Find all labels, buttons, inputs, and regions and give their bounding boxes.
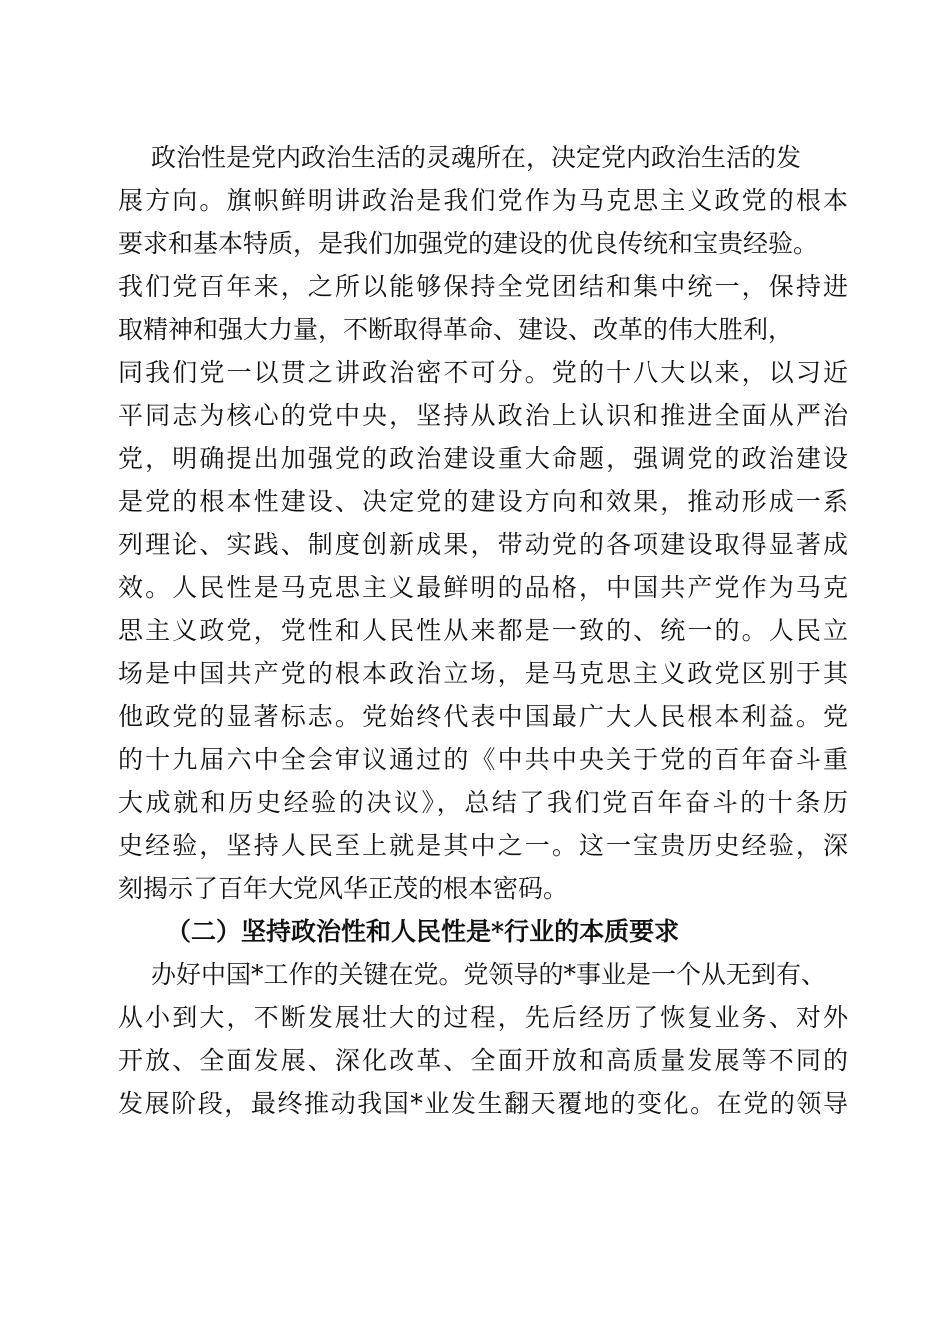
paragraph-line: 开放、全面发展、深化改革、全面开放和高质量发展等不同的 — [118, 1046, 848, 1075]
paragraph-line: 平同志为核心的党中央，坚持从政治上认识和推进全面从严治 — [118, 401, 848, 430]
paragraph-line: 场是中国共产党的根本政治立场，是马克思主义政党区别于其 — [118, 659, 848, 688]
paragraph-line: 思主义政党，党性和人民性从来都是一致的、统一的。人民立 — [118, 616, 848, 645]
paragraph-line: 同我们党一以贯之讲政治密不可分。党的十八大以来，以习近 — [118, 358, 848, 387]
section-heading: （二）坚持政治性和人民性是*行业的本质要求 — [166, 917, 680, 946]
paragraph-line: 刻揭示了百年大党风华正茂的根本密码。 — [118, 874, 569, 903]
paragraph-line: 史经验，坚持人民至上就是其中之一。这一宝贵历史经验，深 — [118, 831, 848, 860]
paragraph-line: 的十九届六中全会审议通过的《中共中央关于党的百年奋斗重 — [118, 745, 848, 774]
paragraph-line: 他政党的显著标志。党始终代表中国最广大人民根本利益。党 — [118, 702, 848, 731]
paragraph-line: 取精神和强大力量，不断取得革命、建设、改革的伟大胜利， — [118, 315, 794, 344]
paragraph-line: 列理论、实践、制度创新成果，带动党的各项建设取得显著成 — [118, 530, 848, 559]
paragraph-line: 发展阶段，最终推动我国*业发生翻天覆地的变化。在党的领导 — [118, 1089, 848, 1118]
paragraph-line: 我们党百年来，之所以能够保持全党团结和集中统一，保持进 — [118, 272, 848, 301]
paragraph-line: 是党的根本性建设、决定党的建设方向和效果，推动形成一系 — [118, 487, 848, 516]
paragraph-line: 大成就和历史经验的决议》，总结了我们党百年奋斗的十条历 — [118, 788, 848, 817]
paragraph-line: 办好中国*工作的关键在党。党领导的*事业是一个从无到有、 — [151, 960, 827, 989]
document-body — [118, 136, 848, 1125]
paragraph-line: 效。人民性是马克思主义最鲜明的品格，中国共产党作为马克 — [118, 573, 848, 602]
paragraph-line: 要求和基本特质，是我们加强党的建设的优良传统和宝贵经验。 — [118, 229, 819, 258]
paragraph-line: 政治性是党内政治生活的灵魂所在，决定党内政治生活的发 — [151, 143, 802, 172]
paragraph-line: 党，明确提出加强党的政治建设重大命题，强调党的政治建设 — [118, 444, 848, 473]
paragraph-line: 从小到大，不断发展壮大的过程，先后经历了恢复业务、对外 — [118, 1003, 848, 1032]
paragraph-line: 展方向。旗帜鲜明讲政治是我们党作为马克思主义政党的根本 — [118, 186, 848, 215]
